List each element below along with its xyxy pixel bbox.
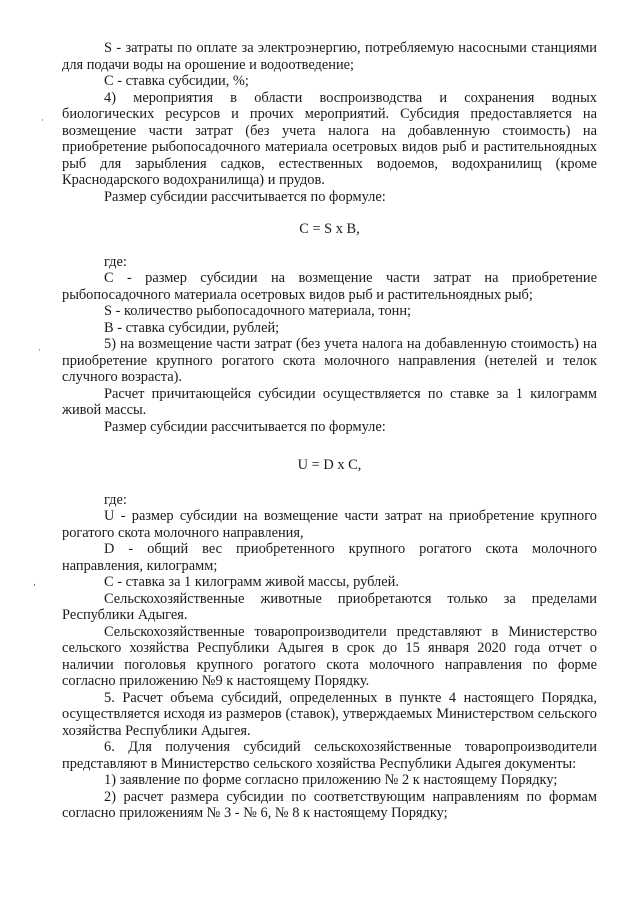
paragraph: 4) мероприятия в области воспроизводства и сохранения водных биологических ресурсов и прочих мероприятий. Субсидия предоставляется на возмещение части затрат (без учета налога на добавленную стоимость) на приобретение рыбопосадочного материала осетровых видов рыб и растительноядных рыб для зарыбления садков, естественных водоемов, водохранилищ (кроме Краснодарского водохранилища) и прудов.	[62, 89, 597, 188]
paragraph: Расчет причитающейся субсидии осуществляется по ставке за 1 килограмм живой массы.	[62, 385, 597, 418]
paragraph: В - ставка субсидии, рублей;	[104, 319, 280, 336]
paragraph: S - количество рыбопосадочного материала, тонн;	[104, 303, 412, 319]
paragraph: 2) расчет размера субсидии по соответствующим направлениям по формам согласно приложениям № 3 - № 6, № 8 к настоящему Порядку;	[62, 788, 597, 821]
paragraph: Сельскохозяйственные животные приобретаются только за пределами Республики Адыгея.	[62, 590, 597, 623]
paragraph: Размер субсидии рассчитывается по формуле:	[104, 418, 386, 435]
scan-dot-mark: ·	[41, 116, 44, 126]
scan-dot-mark: ·	[38, 346, 41, 356]
paragraph: 5) на возмещение части затрат (без учета налога на добавленную стоимость) на приобретение крупного рогатого скота молочного направления (нетелей и телок случного возраста).	[62, 336, 597, 385]
paragraph: С - ставка за 1 килограмм живой массы, рублей.	[104, 574, 399, 590]
paragraph: С - размер субсидии на возмещение части затрат на приобретение рыбопосадочного материала осетровых видов рыб и растительноядных рыб;	[62, 270, 597, 303]
paragraph: U - размер субсидии на возмещение части затрат на приобретение крупного рогатого скота молочного направления,	[62, 508, 597, 541]
paragraph: где:	[104, 253, 127, 270]
paragraph: 6. Для получения субсидий сельскохозяйственные товаропроизводители представляют в Министерство сельского хозяйства Республики Адыгея документы:	[62, 739, 597, 772]
paragraph: 5. Расчет объема субсидий, определенных в пункте 4 настоящего Порядка, осуществляется исходя из размеров (ставок), утверждаемых Министерством сельского хозяйства Республики Адыгея.	[62, 689, 597, 739]
paragraph: Размер субсидии рассчитывается по формуле:	[104, 188, 386, 205]
paragraph: D - общий вес приобретенного крупного рогатого скота молочного направления, килограмм;	[62, 541, 597, 574]
scan-dot-mark: ,	[33, 578, 36, 588]
paragraph: где:	[104, 491, 127, 508]
paragraph: 1) заявление по форме согласно приложению № 2 к настоящему Порядку;	[104, 772, 558, 788]
formula-2: U = D x С,	[297, 457, 362, 473]
formula-1: С = S x В,	[299, 221, 360, 237]
paragraph: Сельскохозяйственные товаропроизводители представляют в Министерство сельского хозяйства Республики Адыгея в срок до 15 января 2020 года отчет о наличии поголовья крупного рогатого скота молочного направления по форме согласно приложению №9 к настоящему Порядку.	[62, 623, 597, 689]
document-body	[62, 40, 597, 822]
paragraph: S - затраты по оплате за электроэнергию, потребляемую насосными станциями для подачи воды на орошение и водоотведение;	[62, 40, 597, 73]
paragraph: С - ставка субсидии, %;	[104, 73, 249, 89]
